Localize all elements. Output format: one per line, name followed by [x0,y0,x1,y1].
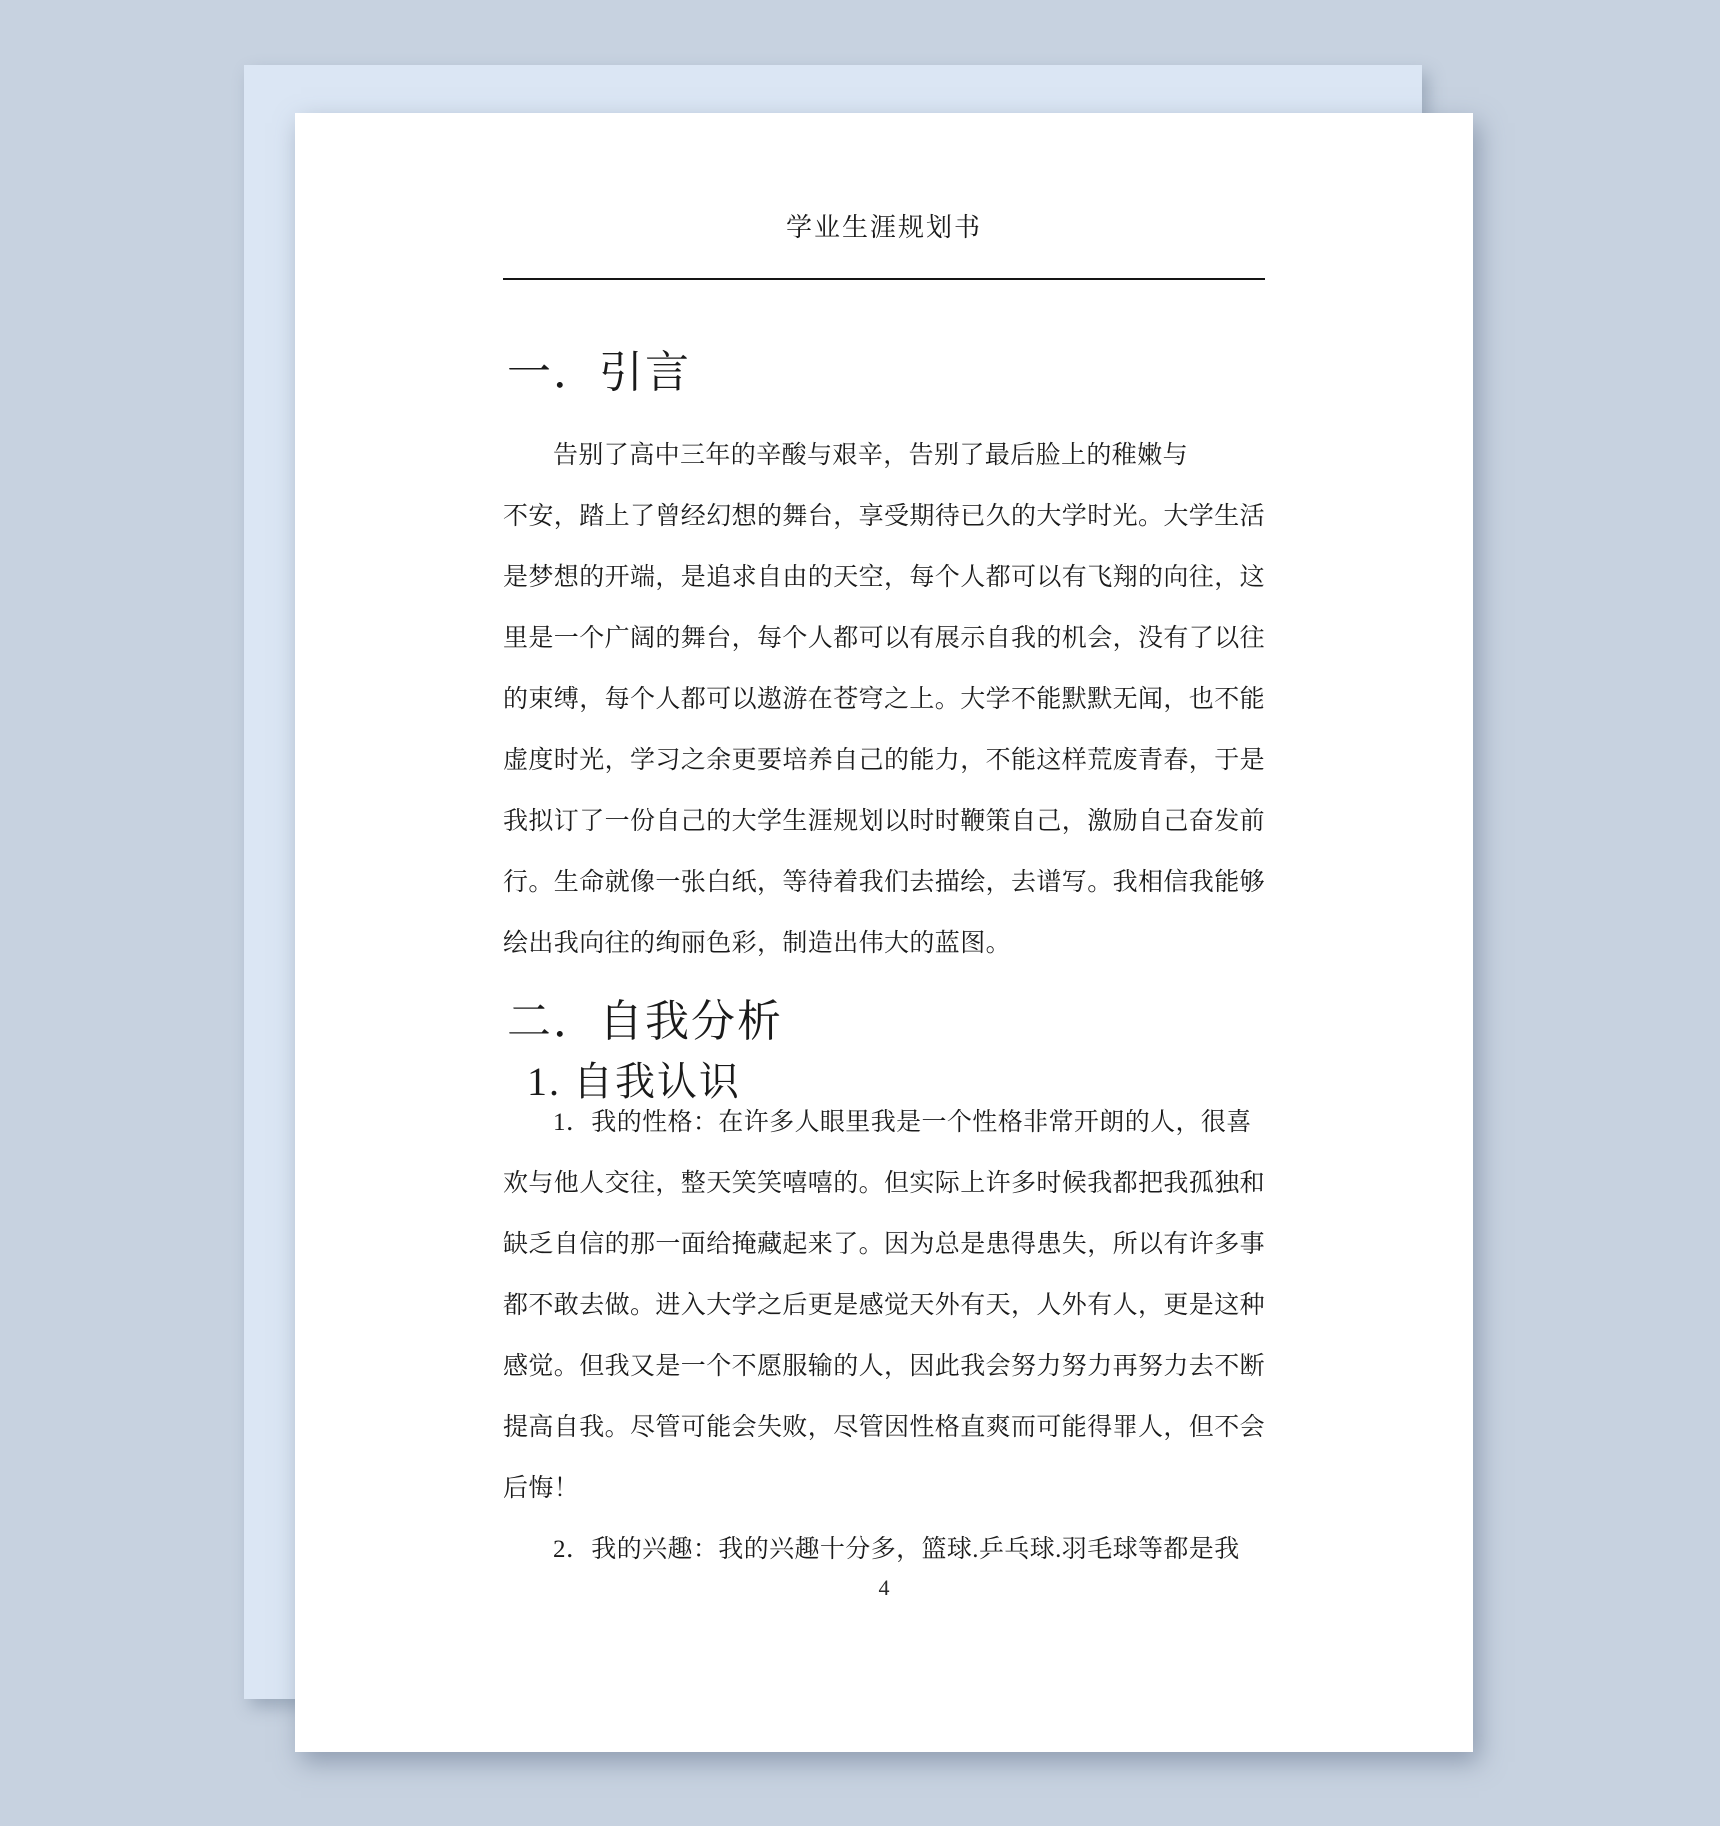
section-heading-self-analysis: 二．自我分析 [507,997,783,1046]
section-heading-introduction: 一．引言 [507,348,691,397]
header-divider [503,278,1265,280]
text-line: 2．我的兴趣：我的兴趣十分多，篮球.乒乓球.羽毛球等都是我 [553,1536,1240,1563]
document-page [295,113,1473,1752]
page-number: 4 [878,1575,890,1600]
text-line: 1．我的性格：在许多人眼里我是一个性格非常开朗的人，很喜 [553,1109,1252,1136]
text-line: 不安，踏上了曾经幻想的舞台，享受期待已久的大学时光。大学生活 [503,503,1266,530]
text-line: 虚度时光，学习之余更要培养自己的能力，不能这样荒废青春，于是 [503,747,1266,774]
text-line: 后悔！ [503,1475,580,1502]
text-line: 绘出我向往的绚丽色彩，制造出伟大的蓝图。 [503,930,1012,957]
text-line: 是梦想的开端，是追求自由的天空，每个人都可以有飞翔的向往，这 [503,564,1266,591]
text-line: 缺乏自信的那一面给掩藏起来了。因为总是患得患失，所以有许多事 [503,1231,1266,1258]
text-line: 我拟订了一份自己的大学生涯规划以时时鞭策自己，激励自己奋发前 [503,808,1266,835]
page-header-title: 学业生涯规划书 [785,213,982,242]
text-line: 的束缚，每个人都可以遨游在苍穹之上。大学不能默默无闻，也不能 [503,686,1266,713]
text-line: 都不敢去做。进入大学之后更是感觉天外有天，人外有人，更是这种 [503,1292,1266,1319]
text-line: 里是一个广阔的舞台，每个人都可以有展示自我的机会，没有了以往 [503,625,1266,652]
interests-paragraph [503,1519,1269,1580]
text-line: 提高自我。尽管可能会失败，尽管因性格直爽而可能得罪人，但不会 [503,1414,1266,1441]
text-line: 行。生命就像一张白纸，等待着我们去描绘，去谱写。我相信我能够 [503,869,1266,896]
introduction-paragraph [503,425,1269,974]
text-line: 欢与他人交往，整天笑笑嘻嘻的。但实际上许多时候我都把我孤独和 [503,1170,1266,1197]
text-line: 告别了高中三年的辛酸与艰辛，告别了最后脸上的稚嫩与 [553,442,1189,469]
text-line: 感觉。但我又是一个不愿服输的人，因此我会努力努力再努力去不断 [503,1353,1266,1380]
subsection-heading-self-knowledge: 1. 自我认识 [527,1059,741,1104]
personality-paragraph [503,1092,1269,1519]
